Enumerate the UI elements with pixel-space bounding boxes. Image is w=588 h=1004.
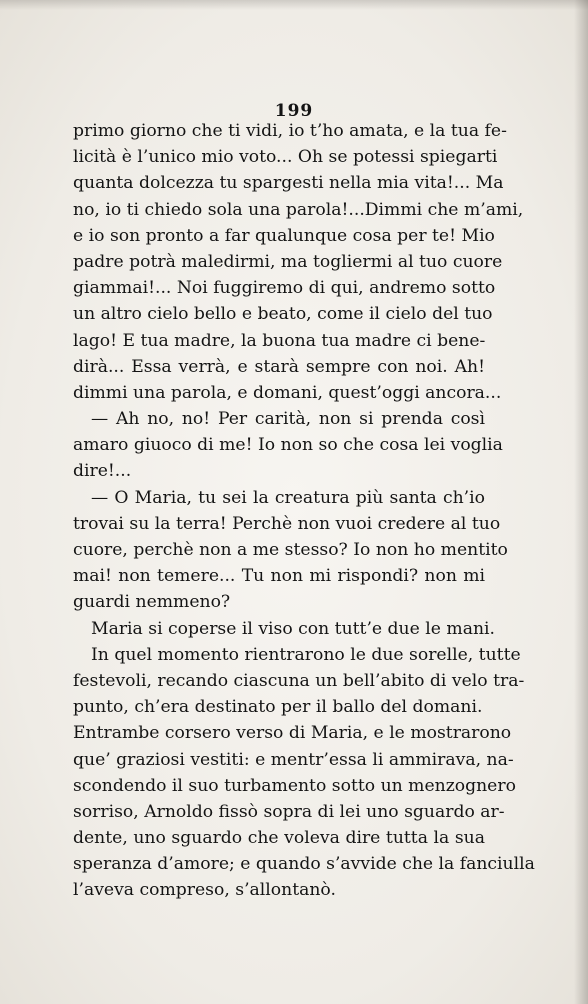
text-line: lago! E tua madre, la buona tua madre ci bene- — [73, 330, 486, 351]
text-line: speranza d’amore; e quando s’avvide che la fanciulla — [73, 854, 535, 875]
text-line: sorriso, Arnoldo fissò sopra di lei uno sguardo ar- — [73, 801, 505, 822]
text-line: dirà... Essa verrà, e starà sempre con noi. Ah! — [73, 356, 485, 377]
text-line: e io son pronto a far qualunque cosa per te! Mio — [73, 225, 495, 246]
text-line: padre potrà maledirmi, ma togliermi al tuo cuore — [73, 251, 503, 272]
page-right-shadow — [574, 0, 588, 1004]
text-line: cuore, perchè non a me stesso? Io non ho mentito — [73, 540, 508, 560]
text-line: mai! non temere... Tu non mi rispondi? non mi — [73, 566, 485, 587]
text-line: — O Maria, tu sei la creatura più santa ch’io — [91, 487, 485, 508]
text-line: guardi nemmeno? — [73, 592, 231, 613]
text-line: Maria si coperse il viso con tutt’e due le mani. — [91, 618, 495, 639]
text-line: giammai!... Noi fuggiremo di qui, andremo sotto — [73, 278, 496, 299]
body-text — [73, 118, 535, 904]
text-line: dimmi una parola, e domani, quest’oggi ancora... — [73, 382, 502, 403]
text-line: dire!... — [73, 461, 132, 482]
page-number: 199 — [274, 101, 314, 121]
text-line: Entrambe corsero verso di Maria, e le mostrarono — [73, 723, 512, 744]
text-line: un altro cielo bello e beato, come il cielo del tuo — [73, 304, 493, 325]
text-line: scondendo il suo turbamento sotto un menzognero — [73, 775, 516, 796]
text-line: trovai su la terra! Perchè non vuoi credere al tuo — [73, 513, 501, 534]
text-line: festevoli, recando ciascuna un bell’abito di velo tra- — [73, 670, 525, 691]
text-line: amaro giuoco di me! Io non so che cosa lei voglia — [73, 435, 503, 456]
text-line: licità è l’unico mio voto... Oh se potessi spiegarti — [73, 147, 498, 168]
text-line: punto, ch’era destinato per il ballo del domani. — [73, 697, 483, 718]
text-line: primo giorno che ti vidi, io t’ho amata, e la tua fe- — [73, 121, 507, 141]
text-line: dente, uno sguardo che voleva dire tutta la sua — [73, 828, 485, 849]
text-line: In quel momento rientrarono le due sorelle, tutte — [91, 644, 521, 665]
page-top-shadow — [0, 0, 588, 10]
text-line: que’ graziosi vestiti: e mentr’essa li ammirava, na- — [73, 749, 514, 770]
text-line: l’aveva compreso, s’allontanò. — [73, 880, 336, 901]
text-line: — Ah no, no! Per carità, non si prenda così — [91, 409, 485, 430]
text-line: quanta dolcezza tu spargesti nella mia vita!... Ma — [73, 173, 504, 194]
text-line: no, io ti chiedo sola una parola!...Dimmi che m’ami, — [73, 199, 524, 220]
